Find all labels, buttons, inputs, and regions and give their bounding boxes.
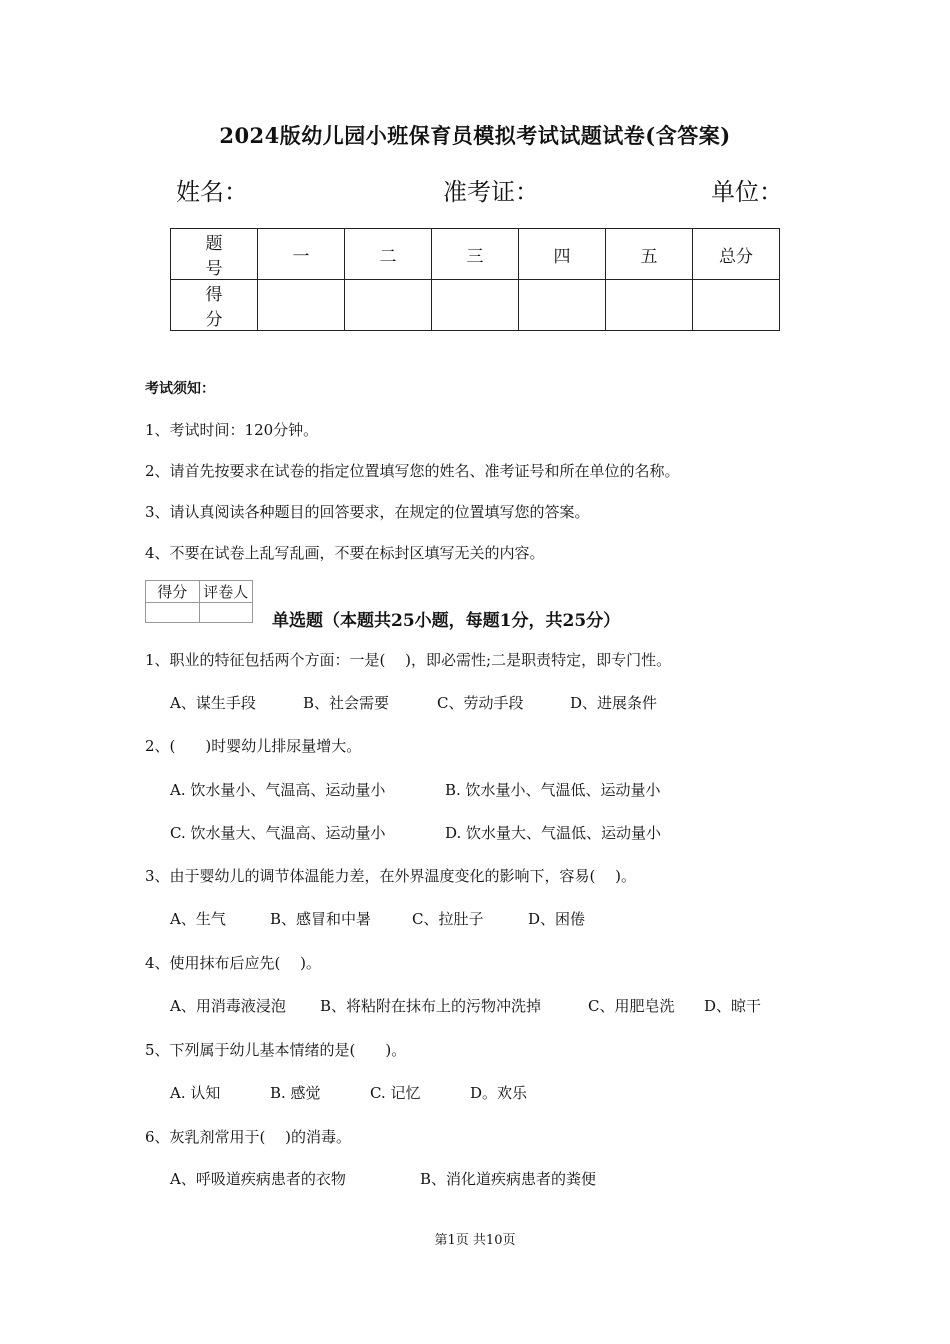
option: C、拉肚子 — [412, 910, 484, 928]
score-cell-total[interactable] — [693, 280, 780, 331]
option: A、谋生手段 — [170, 694, 256, 712]
option: D、困倦 — [528, 910, 586, 928]
question-text: 6、灰乳剂常用于( )的消毒。 — [145, 1128, 352, 1146]
grader-name-cell[interactable] — [199, 603, 253, 623]
option: D、进展条件 — [570, 694, 658, 712]
score-col-total: 总分 — [693, 229, 780, 280]
exam-number-label: 准考证： — [443, 178, 539, 206]
question-text: 2、( )时婴幼儿排尿量增大。 — [145, 737, 362, 755]
score-row-header: 得分 — [171, 280, 258, 331]
section-title: 单选题（本题共25小题，每题1分，共25分） — [272, 611, 621, 631]
grader-name-label: 评卷人 — [199, 581, 253, 603]
score-cell-1[interactable] — [258, 280, 345, 331]
option: B. 感觉 — [270, 1084, 321, 1102]
score-cell-3[interactable] — [432, 280, 519, 331]
score-table-header-row — [171, 229, 780, 280]
option: B、感冒和中暑 — [270, 910, 372, 928]
option: A. 饮水量小、气温高、运动量小 — [170, 781, 386, 799]
page-footer: 第1页 共10页 — [434, 1233, 516, 1248]
score-cell-5[interactable] — [606, 280, 693, 331]
option: D、晾干 — [704, 997, 762, 1015]
question-text: 4、使用抹布后应先( )。 — [145, 954, 322, 972]
option: B、消化道疾病患者的粪便 — [420, 1170, 597, 1188]
score-col-1: 一 — [258, 229, 345, 280]
option: B. 饮水量小、气温低、运动量小 — [445, 781, 661, 799]
question-number-header: 题号 — [171, 229, 258, 280]
option: B、社会需要 — [303, 694, 390, 712]
option: A、呼吸道疾病患者的衣物 — [170, 1170, 346, 1188]
score-table-score-row — [171, 280, 780, 331]
notice-item: 1、考试时间：120分钟。 — [145, 421, 319, 439]
score-col-4: 四 — [519, 229, 606, 280]
option: C. 记忆 — [370, 1084, 421, 1102]
question-text: 1、职业的特征包括两个方面：一是( )，即必需性;二是职责特定，即专门性。 — [145, 651, 672, 669]
score-cell-4[interactable] — [519, 280, 606, 331]
name-label: 姓名： — [176, 178, 248, 206]
option: A、用消毒液浸泡 — [170, 997, 286, 1015]
score-col-2: 二 — [345, 229, 432, 280]
grader-score-cell[interactable] — [146, 603, 200, 623]
option: C. 饮水量大、气温高、运动量小 — [170, 824, 386, 842]
notice-heading: 考试须知： — [145, 381, 215, 397]
question-text: 3、由于婴幼儿的调节体温能力差，在外界温度变化的影响下，容易( )。 — [145, 867, 637, 885]
notice-item: 2、请首先按要求在试卷的指定位置填写您的姓名、准考证号和所在单位的名称。 — [145, 462, 680, 480]
score-table — [170, 228, 780, 331]
grader-table — [145, 580, 253, 623]
option: D。欢乐 — [470, 1084, 528, 1102]
notice-item: 4、不要在试卷上乱写乱画，不要在标封区填写无关的内容。 — [145, 544, 545, 562]
score-col-3: 三 — [432, 229, 519, 280]
grader-score-label: 得分 — [146, 581, 200, 603]
score-cell-2[interactable] — [345, 280, 432, 331]
option: D. 饮水量大、气温低、运动量小 — [445, 824, 662, 842]
score-col-5: 五 — [606, 229, 693, 280]
unit-label: 单位： — [711, 178, 783, 206]
option: A、生气 — [170, 910, 226, 928]
option: C、用肥皂洗 — [588, 997, 675, 1015]
page-title: 2024版幼儿园小班保育员模拟考试试题试卷(含答案) — [219, 123, 731, 148]
option: B、将粘附在抹布上的污物冲洗掉 — [320, 997, 542, 1015]
option: A. 认知 — [170, 1084, 221, 1102]
notice-item: 3、请认真阅读各种题目的回答要求，在规定的位置填写您的答案。 — [145, 503, 590, 521]
question-text: 5、下列属于幼儿基本情绪的是( )。 — [145, 1041, 407, 1059]
option: C、劳动手段 — [437, 694, 524, 712]
